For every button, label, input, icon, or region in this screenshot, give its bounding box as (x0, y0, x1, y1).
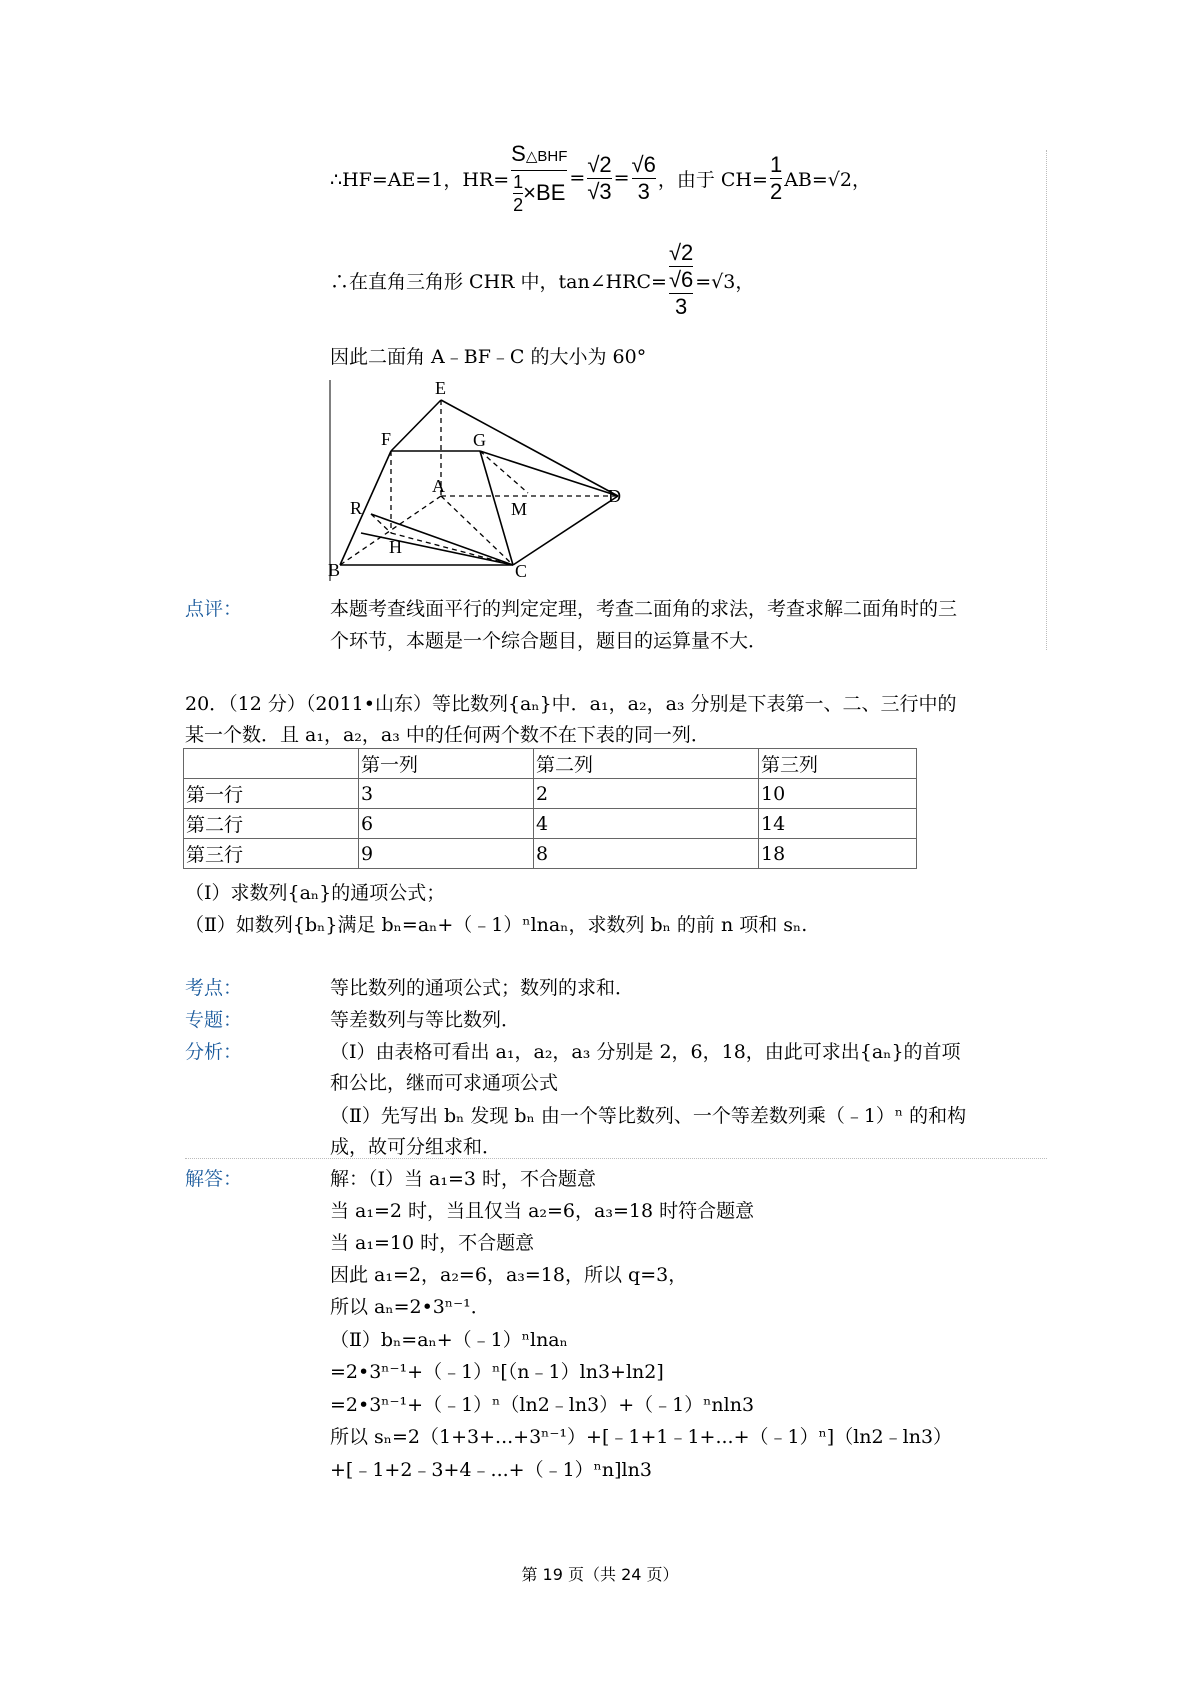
label-R: R (350, 498, 363, 518)
fraction-tan-hrc: $\frac{√2}{\frac{√6}{3}}$ (668, 240, 694, 319)
label-G: G (473, 430, 486, 450)
fenxi-line: 和公比，继而可求通项公式 (330, 1072, 559, 1094)
data-table (183, 748, 917, 869)
question-2: （Ⅱ）如数列{bₙ}满足 bₙ=aₙ+（﹣1）ⁿlnaₙ，求数列 bₙ 的前 n 项和 sₙ. (185, 914, 808, 936)
zhuanti-text: 等差数列与等比数列． (330, 1009, 521, 1031)
label-B: B (328, 560, 341, 580)
fenxi-label: 分析： (185, 1041, 243, 1063)
table-cell: 第二行 (184, 809, 359, 839)
fenxi-line: 成，故可分组求和． (330, 1136, 502, 1158)
jieda-line: +[﹣1+2﹣3+4﹣...+（﹣1）ⁿn]ln3 (330, 1459, 652, 1481)
table-cell: 18 (759, 839, 917, 869)
margin-guide-right (1046, 150, 1047, 650)
label-F: F (381, 429, 392, 449)
fraction-sqrt6-3: $\frac{√6}{3}$ (631, 151, 656, 204)
review-line-1: 本题考查线面平行的判定定理，考查二面角的求法，考查求解二面角时的三 (330, 598, 958, 620)
table-cell: 14 (759, 809, 917, 839)
problem-20-line-1: 20．（12 分）（2011•山东）等比数列{aₙ}中．a₁，a₂，a₃ 分别是下表第一、二、三行中的 (185, 693, 957, 715)
jieda-line: （Ⅱ）bₙ=aₙ+（﹣1）ⁿlnaₙ (330, 1329, 568, 1351)
label-A: A (432, 476, 445, 496)
problem-20-line-2: 某一个数．且 a₁，a₂，a₃ 中的任何两个数不在下表的同一列． (185, 724, 710, 746)
jieda-line: 当 a₁=2 时，当且仅当 a₂=6，a₃=18 时符合题意 (330, 1200, 755, 1222)
page-number: 第 19 页（共 24 页） (521, 1565, 679, 1584)
label-M: M (511, 499, 528, 519)
table-row (184, 839, 917, 869)
formula-line-2: ∴在直角三角形 CHR 中，tan∠HRC= $\frac{√2}{\frac{√6}{3}}$ =√3， (330, 240, 755, 319)
table-header: 第三列 (759, 749, 917, 779)
fenxi-line: （Ⅱ）先写出 bₙ 发现 bₙ 由一个等比数列、一个等差数列乘（﹣1）ⁿ 的和构 (330, 1105, 967, 1127)
table-cell: 10 (759, 779, 917, 809)
jieda-line: =2•3ⁿ⁻¹+（﹣1）ⁿ[（n﹣1）ln3+ln2] (330, 1361, 664, 1383)
table-cell: 2 (534, 779, 759, 809)
kaodian-text: 等比数列的通项公式；数列的求和． (330, 977, 635, 999)
jieda-line: 所以 sₙ=2（1+3+...+3ⁿ⁻¹）+[﹣1+1﹣1+...+（﹣1）ⁿ]（ln2﹣ln3） (330, 1426, 953, 1448)
zhuanti-label: 专题： (185, 1009, 243, 1031)
table-header: 第一列 (359, 749, 534, 779)
jieda-line: 当 a₁=10 时，不合题意 (330, 1232, 535, 1254)
label-H: H (389, 537, 402, 557)
question-1: （Ⅰ）求数列{aₙ}的通项公式； (185, 882, 446, 904)
table-cell: 6 (359, 809, 534, 839)
table-row (184, 809, 917, 839)
fraction-s-over-be: S△BHF $\frac{1}{2}$ ×BE (511, 140, 568, 215)
conclusion-line: 因此二面角 A﹣BF﹣C 的大小为 60° (330, 346, 647, 368)
fenxi-line: （Ⅰ）由表格可看出 a₁，a₂，a₃ 分别是 2，6，18，由此可求出{aₙ}的首项 (330, 1041, 961, 1063)
table-cell: 3 (359, 779, 534, 809)
table-row (184, 779, 917, 809)
section-divider (185, 1158, 1047, 1159)
table-header (184, 749, 359, 779)
label-E: E (435, 378, 446, 398)
jieda-label: 解答： (185, 1168, 243, 1190)
table-cell: 第一行 (184, 779, 359, 809)
table-cell: 9 (359, 839, 534, 869)
jieda-line: =2•3ⁿ⁻¹+（﹣1）ⁿ（ln2﹣ln3）+（﹣1）ⁿnln3 (330, 1394, 755, 1416)
jieda-line: 因此 a₁=2，a₂=6，a₃=18，所以 q=3， (330, 1264, 688, 1286)
label-C: C (515, 561, 528, 581)
table-cell: 4 (534, 809, 759, 839)
fraction-sqrt2-sqrt3: $\frac{√2}{√3}$ (587, 151, 612, 204)
table-header: 第二列 (534, 749, 759, 779)
label-D: D (608, 486, 621, 506)
review-label: 点评： (185, 598, 243, 620)
review-line-2: 个环节，本题是一个综合题目，题目的运算量不大． (330, 630, 768, 652)
table-cell: 第三行 (184, 839, 359, 869)
table-cell: 8 (534, 839, 759, 869)
jieda-line: 解：（Ⅰ）当 a₁=3 时，不合题意 (330, 1168, 597, 1190)
jieda-line: 所以 aₙ=2•3ⁿ⁻¹． (330, 1296, 490, 1318)
kaodian-label: 考点： (185, 977, 243, 999)
fraction-half: $\frac{1}{2}$ (769, 151, 783, 204)
formula-line-1: ∴HF=AE=1，HR= S△BHF $\frac{1}{2}$ ×BE = $\frac{√2}{√3}$ = $\frac{√6}{3}$ ，由于 CH= $\frac{1}{2}$ AB=√2， (330, 140, 871, 215)
table-header-row (184, 749, 917, 779)
geometry-figure (328, 378, 628, 583)
